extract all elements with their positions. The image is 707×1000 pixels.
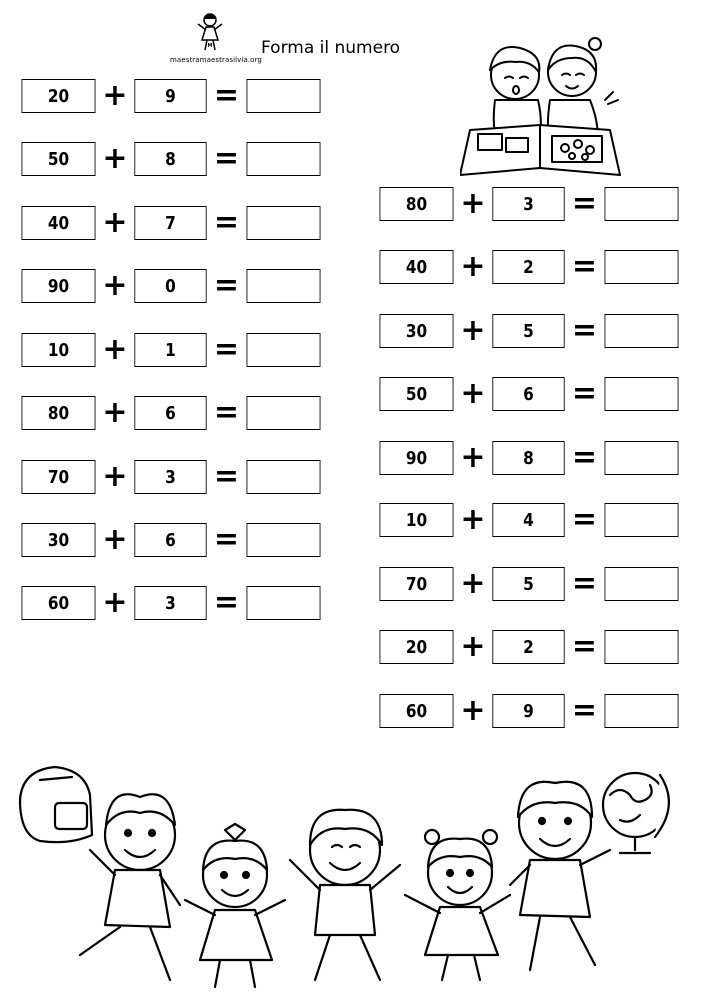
exercise-row — [15, 269, 335, 305]
plus-sign: + — [102, 585, 128, 620]
units-box: 5 — [492, 567, 564, 601]
tens-box: 50 — [22, 142, 96, 176]
tens-box: 30 — [380, 314, 454, 348]
exercise-row — [15, 586, 335, 622]
exercise-row — [373, 694, 693, 730]
tens-box: 10 — [380, 503, 454, 537]
units-box: 5 — [492, 314, 564, 348]
plus-sign: + — [102, 395, 128, 430]
exercise-row — [373, 441, 693, 477]
answer-box[interactable] — [605, 567, 679, 601]
equals-sign: = — [213, 395, 240, 430]
tens-box: 40 — [22, 206, 96, 240]
answer-box[interactable] — [605, 630, 679, 664]
exercise-row — [373, 567, 693, 603]
units-box: 8 — [492, 441, 564, 475]
exercise-row — [373, 630, 693, 666]
plus-sign: + — [102, 78, 128, 113]
equals-sign: = — [213, 332, 240, 367]
units-box: 1 — [134, 333, 206, 367]
units-box: 6 — [134, 396, 206, 430]
equals-sign: = — [571, 186, 598, 221]
exercise-row — [15, 460, 335, 496]
exercise-row — [15, 79, 335, 115]
equals-sign: = — [213, 141, 240, 176]
answer-box[interactable] — [605, 187, 679, 221]
exercise-row — [15, 333, 335, 369]
answer-box[interactable] — [247, 142, 321, 176]
page-title: Forma il numero — [261, 38, 401, 58]
equals-sign: = — [213, 459, 240, 494]
units-box: 0 — [134, 269, 206, 303]
exercise-row — [373, 250, 693, 286]
plus-sign: + — [102, 522, 128, 557]
units-box: 8 — [134, 142, 206, 176]
equals-sign: = — [571, 566, 598, 601]
tens-box: 90 — [22, 269, 96, 303]
equals-sign: = — [571, 502, 598, 537]
answer-box[interactable] — [247, 396, 321, 430]
answer-box[interactable] — [605, 694, 679, 728]
plus-sign: + — [460, 313, 486, 348]
equals-sign: = — [213, 78, 240, 113]
equals-sign: = — [213, 205, 240, 240]
tens-box: 60 — [380, 694, 454, 728]
plus-sign: + — [102, 141, 128, 176]
tens-box: 90 — [380, 441, 454, 475]
plus-sign: + — [460, 566, 486, 601]
exercise-row — [15, 142, 335, 178]
units-box: 9 — [134, 79, 206, 113]
answer-box[interactable] — [247, 269, 321, 303]
plus-sign: + — [102, 268, 128, 303]
plus-sign: + — [460, 376, 486, 411]
answer-box[interactable] — [605, 377, 679, 411]
answer-box[interactable] — [247, 206, 321, 240]
equals-sign: = — [571, 440, 598, 475]
tens-box: 40 — [380, 250, 454, 284]
exercise-row — [15, 396, 335, 432]
tens-box: 20 — [22, 79, 96, 113]
answer-box[interactable] — [605, 441, 679, 475]
units-box: 3 — [492, 187, 564, 221]
page-header — [170, 10, 430, 70]
answer-box[interactable] — [247, 523, 321, 557]
kids-reading-illustration — [460, 30, 630, 180]
logo-icon — [192, 10, 228, 54]
plus-sign: + — [460, 629, 486, 664]
equals-sign: = — [571, 376, 598, 411]
tens-box: 10 — [22, 333, 96, 367]
equals-sign: = — [213, 268, 240, 303]
svg-text:M: M — [207, 43, 213, 49]
plus-sign: + — [102, 459, 128, 494]
equals-sign: = — [571, 629, 598, 664]
plus-sign: + — [460, 502, 486, 537]
answer-box[interactable] — [247, 460, 321, 494]
units-box: 3 — [134, 586, 206, 620]
answer-box[interactable] — [605, 314, 679, 348]
plus-sign: + — [460, 440, 486, 475]
equals-sign: = — [571, 693, 598, 728]
tens-box: 30 — [22, 523, 96, 557]
exercise-row — [373, 314, 693, 350]
tens-box: 70 — [22, 460, 96, 494]
equals-sign: = — [213, 522, 240, 557]
units-box: 6 — [134, 523, 206, 557]
equals-sign: = — [571, 313, 598, 348]
tens-box: 70 — [380, 567, 454, 601]
plus-sign: + — [460, 186, 486, 221]
equals-sign: = — [571, 249, 598, 284]
units-box: 9 — [492, 694, 564, 728]
jumping-kids-illustration — [10, 755, 700, 995]
exercise-row — [373, 503, 693, 539]
plus-sign: + — [102, 332, 128, 367]
plus-sign: + — [460, 693, 486, 728]
plus-sign: + — [460, 249, 486, 284]
answer-box[interactable] — [247, 79, 321, 113]
units-box: 4 — [492, 503, 564, 537]
units-box: 2 — [492, 250, 564, 284]
units-box: 2 — [492, 630, 564, 664]
exercise-row — [373, 377, 693, 413]
tens-box: 80 — [380, 187, 454, 221]
plus-sign: + — [102, 205, 128, 240]
tens-box: 20 — [380, 630, 454, 664]
answer-box[interactable] — [247, 586, 321, 620]
exercise-row — [373, 187, 693, 223]
answer-box[interactable] — [605, 250, 679, 284]
answer-box[interactable] — [605, 503, 679, 537]
exercise-row — [15, 523, 335, 559]
units-box: 3 — [134, 460, 206, 494]
answer-box[interactable] — [247, 333, 321, 367]
site-name[interactable]: maestramaestrasilvia.org — [170, 56, 262, 64]
tens-box: 80 — [22, 396, 96, 430]
tens-box: 60 — [22, 586, 96, 620]
exercise-row — [15, 206, 335, 242]
units-box: 6 — [492, 377, 564, 411]
tens-box: 50 — [380, 377, 454, 411]
equals-sign: = — [213, 585, 240, 620]
units-box: 7 — [134, 206, 206, 240]
